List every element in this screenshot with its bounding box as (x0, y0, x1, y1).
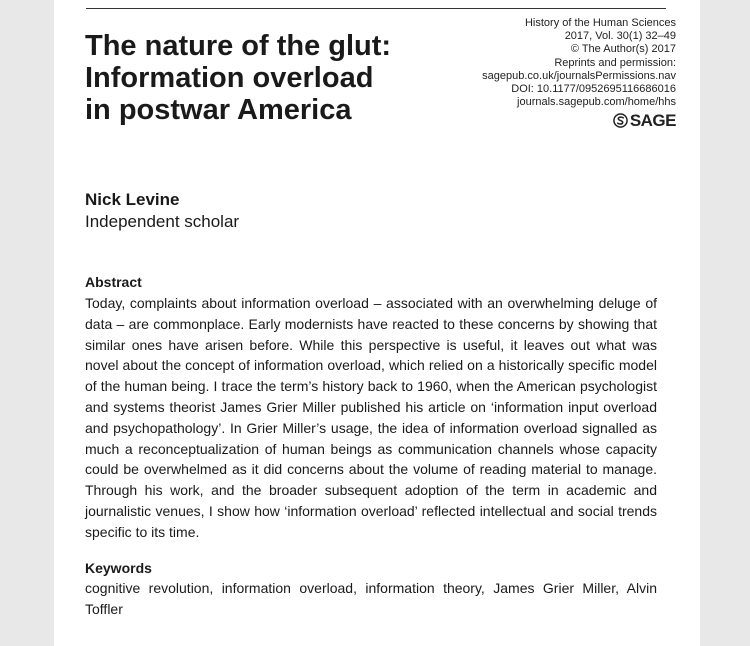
journal-site-link[interactable]: journals.sagepub.com/home/hhs (517, 96, 676, 109)
keywords-heading: Keywords (85, 560, 152, 576)
abstract-text: Today, complaints about information overload – associated with an overwhelming deluge of data – are commonplace. Early modernists have reacted to these concerns by showing that similar ones have arisen before. While this perspective is useful, it leaves out what was novel about the concept of information overload, which relied on a historically specific model of the human being. I trace the term’s history back to 1960, when the American psychologist and systems theorist James Grier Miller published his article on ‘information input overload and psychopathology’. In Grier Miller’s usage, the idea of information overload signalled as much a reconceptualization of human beings as communication channels whose capacity could be overwhelmed as it did concerns about the volume of reading material to manage. Through his work, and the broader subsequent adoption of the term in academic and journalistic venues, I show how ‘information overload’ reflected intellectual and social trends specific to its time. (85, 295, 657, 540)
paper-title (85, 30, 391, 126)
author-name: Nick Levine (85, 190, 180, 209)
sage-logo-icon (613, 113, 628, 128)
abstract-heading: Abstract (85, 274, 142, 290)
author-affiliation: Independent scholar (85, 212, 240, 231)
title-line-2: Information overload (85, 62, 374, 94)
journal-volume: 2017, Vol. 30(1) 32–49 (564, 30, 676, 43)
keywords-text: cognitive revolution, information overload, information theory, James Grier Miller, Alvin Toffler (85, 580, 657, 617)
journal-copyright: © The Author(s) 2017 (570, 43, 676, 56)
doi[interactable]: DOI: 10.1177/0952695116686016 (511, 83, 676, 96)
journal-name: History of the Human Sciences (524, 17, 676, 29)
publisher-name: SAGE (629, 111, 676, 131)
top-rule (86, 8, 666, 9)
title-line-1: The nature of the glut: (85, 30, 392, 62)
journal-reprints: Reprints and permission: (554, 56, 676, 69)
permissions-link[interactable]: sagepub.co.uk/journalsPermissions.nav (482, 69, 676, 82)
paper-page (54, 0, 700, 646)
journal-meta (482, 17, 676, 129)
title-line-3: in postwar America (85, 94, 352, 126)
publisher-logo (482, 112, 676, 129)
